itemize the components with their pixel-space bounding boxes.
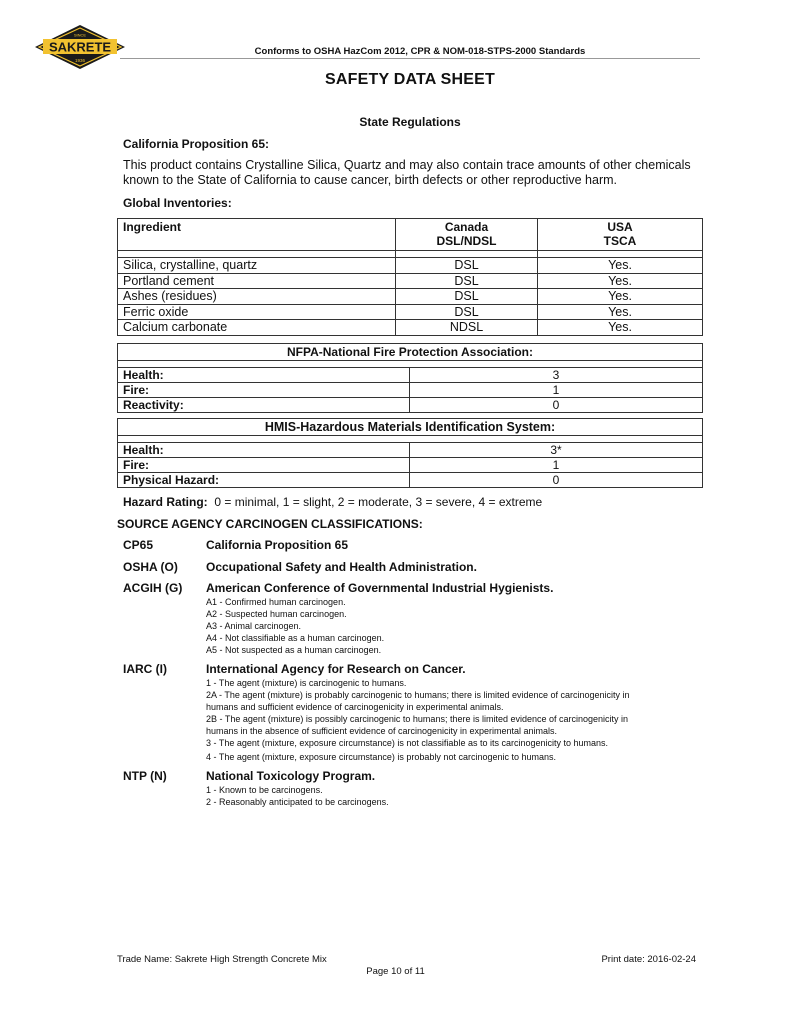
nfpa-label: Fire: — [118, 383, 410, 398]
table-spacer-row — [118, 251, 703, 258]
footer-print-date: Print date: 2016-02-24 — [601, 954, 696, 965]
usa-cell: Yes. — [538, 258, 703, 274]
table-row — [118, 473, 703, 488]
source-agency-heading: SOURCE AGENCY CARCINOGEN CLASSIFICATIONS: — [117, 517, 423, 531]
canada-cell: DSL — [396, 304, 538, 320]
conforms-standards: Conforms to OSHA HazCom 2012, CPR & NOM-018-STPS-2000 Standards — [254, 46, 586, 57]
table-row — [118, 304, 703, 320]
list-item: A5 - Not suspected as a human carcinogen. — [206, 645, 382, 655]
table-row — [118, 458, 703, 473]
canada-label: Canada — [444, 220, 489, 234]
canada-cell: DSL — [396, 273, 538, 289]
logo-since: SINCE — [73, 32, 87, 38]
sakrete-logo-graphic — [34, 24, 126, 70]
usa-cell: Yes. — [538, 289, 703, 305]
list-item: A1 - Confirmed human carcinogen. — [206, 597, 346, 607]
footer-page-number: Page 10 of 11 — [366, 966, 425, 977]
hazard-rating-label: Hazard Rating: — [123, 495, 208, 509]
table-spacer-row — [118, 436, 703, 443]
list-item: A3 - Animal carcinogen. — [206, 621, 302, 631]
column-header-ingredient: Ingredient — [118, 219, 396, 251]
canada-cell: NDSL — [396, 320, 538, 336]
hmis-table — [117, 418, 703, 488]
hmis-header-row — [118, 419, 703, 436]
agency-classification-list — [206, 677, 706, 763]
hmis-value: 1 — [410, 458, 703, 473]
hmis-value: 3* — [410, 443, 703, 458]
column-header-canada — [396, 219, 538, 251]
agency-name: American Conference of Governmental Industrial Hygienists. — [206, 581, 554, 595]
usa-cell: Yes. — [538, 320, 703, 336]
global-inventories-table — [117, 218, 703, 336]
ingredient-cell: Calcium carbonate — [118, 320, 396, 336]
list-item: 2 - Reasonably anticipated to be carcinogens. — [206, 797, 389, 807]
nfpa-table — [117, 343, 703, 413]
ingredient-cell: Ashes (residues) — [118, 289, 396, 305]
logo-year: 1936 — [74, 58, 86, 63]
agency-abbr: ACGIH (G) — [123, 581, 183, 595]
hmis-value: 0 — [410, 473, 703, 488]
ingredient-cell: Ferric oxide — [118, 304, 396, 320]
agency-name: International Agency for Research on Cancer. — [206, 662, 466, 676]
prop65-heading: California Proposition 65: — [123, 137, 270, 151]
agency-classification-list — [206, 784, 706, 808]
list-item: A2 - Suspected human carcinogen. — [206, 609, 347, 619]
agency-abbr: OSHA (O) — [123, 560, 178, 574]
list-item: 1 - Known to be carcinogens. — [206, 785, 323, 795]
list-item: A4 - Not classifiable as a human carcinogen. — [206, 633, 385, 643]
agency-name: California Proposition 65 — [206, 538, 349, 552]
nfpa-label: Health: — [118, 368, 410, 383]
header-divider — [120, 58, 700, 59]
table-row — [118, 273, 703, 289]
global-inventories-heading: Global Inventories: — [123, 196, 232, 210]
nfpa-value: 0 — [410, 398, 703, 413]
table-spacer-row — [118, 361, 703, 368]
table-row — [118, 443, 703, 458]
ingredient-cell: Portland cement — [118, 273, 396, 289]
agency-name: Occupational Safety and Health Administration. — [206, 560, 477, 574]
table-row — [118, 398, 703, 413]
document-title: SAFETY DATA SHEET — [325, 71, 495, 88]
hazard-rating-text: 0 = minimal, 1 = slight, 2 = moderate, 3 = severe, 4 = extreme — [214, 495, 543, 509]
table-header-row — [118, 219, 703, 251]
column-header-usa — [538, 219, 703, 251]
agency-abbr: IARC (I) — [123, 662, 167, 676]
agency-abbr: CP65 — [123, 538, 154, 552]
hazard-rating — [123, 495, 542, 509]
usa-label: USA — [607, 220, 633, 234]
list-item: humans in the absence of sufficient evidence of carcinogenicity in experimental animals. — [206, 726, 558, 736]
usa-cell: Yes. — [538, 273, 703, 289]
agency-abbr: NTP (N) — [123, 769, 167, 783]
hmis-label: Physical Hazard: — [118, 473, 410, 488]
list-item: 3 - The agent (mixture, exposure circumstance) is not classifiable as to its carcinogenicity to humans. — [206, 738, 609, 748]
prop65-text: This product contains Crystalline Silica, Quartz and may also contain trace amounts of other chemicals known to the State of California to cause cancer, birth defects or other reproductive harm. — [123, 158, 691, 187]
nfpa-header-row — [118, 344, 703, 361]
state-regulations-title: State Regulations — [359, 115, 461, 129]
agency-name: National Toxicology Program. — [206, 769, 376, 783]
nfpa-label: Reactivity: — [118, 398, 410, 413]
table-row — [118, 320, 703, 336]
nfpa-value: 1 — [410, 383, 703, 398]
usa-sublabel: TSCA — [603, 234, 637, 248]
hmis-label: Health: — [118, 443, 410, 458]
table-row — [118, 258, 703, 274]
nfpa-value: 3 — [410, 368, 703, 383]
nfpa-title: NFPA-National Fire Protection Association: — [118, 344, 703, 361]
list-item: 2B - The agent (mixture) is possibly carcinogenic to humans; there is limited evidence of carcinogenicity in — [206, 714, 629, 724]
list-item: 2A - The agent (mixture) is probably carcinogenic to humans; there is limited evidence of carcinogenicity in — [206, 690, 630, 700]
list-item: 4 - The agent (mixture, exposure circumstance) is probably not carcinogenic to humans. — [206, 752, 557, 762]
list-item: humans and sufficient evidence of carcinogenicity in experimental animals. — [206, 702, 504, 712]
table-row — [118, 289, 703, 305]
footer-trade-name: Trade Name: Sakrete High Strength Concrete Mix — [117, 954, 327, 965]
logo-brand: SAKRETE — [48, 39, 112, 55]
canada-cell: DSL — [396, 258, 538, 274]
agency-classification-list — [206, 596, 706, 656]
table-row — [118, 383, 703, 398]
hmis-label: Fire: — [118, 458, 410, 473]
canada-sublabel: DSL/NDSL — [436, 234, 497, 248]
list-item: 1 - The agent (mixture) is carcinogenic to humans. — [206, 678, 407, 688]
ingredient-cell: Silica, crystalline, quartz — [118, 258, 396, 274]
usa-cell: Yes. — [538, 304, 703, 320]
sakrete-logo — [34, 24, 126, 70]
table-row — [118, 368, 703, 383]
canada-cell: DSL — [396, 289, 538, 305]
hmis-title: HMIS-Hazardous Materials Identification System: — [118, 419, 703, 436]
